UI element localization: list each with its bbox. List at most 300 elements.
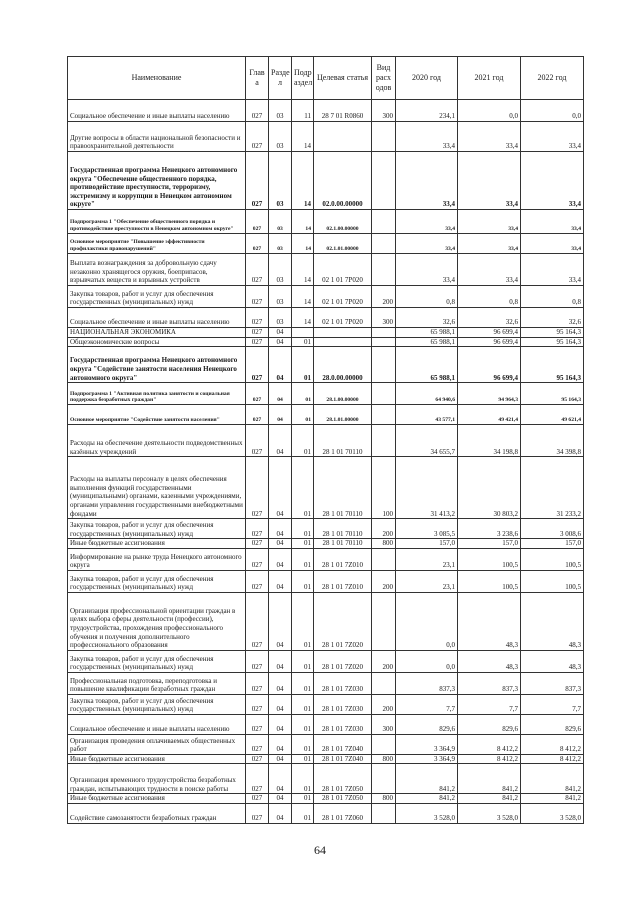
row-glava: 027 <box>246 570 269 592</box>
table-row <box>68 210 584 234</box>
row-2022: 33,4 <box>521 210 584 234</box>
table-row <box>68 570 584 592</box>
header-2020: 2020 год <box>396 57 458 100</box>
row-glava: 027 <box>246 383 269 405</box>
row-2021: 96 699,4 <box>458 347 521 383</box>
row-podrazdel: 14 <box>292 122 314 152</box>
row-2020: 7,7 <box>396 694 458 714</box>
table-row <box>68 519 584 539</box>
row-2021: 94 964,3 <box>458 383 521 405</box>
row-podrazdel: 01 <box>292 457 314 519</box>
header-podrazdel: Подр аздел <box>292 57 314 100</box>
row-statya: 28 1 01 70110 <box>314 539 372 549</box>
row-glava: 027 <box>246 672 269 694</box>
row-razdel: 03 <box>269 100 292 122</box>
row-glava: 027 <box>246 425 269 457</box>
row-name: НАЦИОНАЛЬНАЯ ЭКОНОМИКА <box>68 328 246 338</box>
row-vid <box>372 328 396 338</box>
row-glava: 027 <box>246 347 269 383</box>
table-row <box>68 286 584 308</box>
row-podrazdel: 14 <box>292 286 314 308</box>
row-name: Иные бюджетные ассигнования <box>68 754 246 764</box>
row-razdel: 03 <box>269 234 292 254</box>
row-2020: 65 988,1 <box>396 328 458 338</box>
row-vid: 300 <box>372 714 396 734</box>
row-razdel: 04 <box>269 337 292 347</box>
row-statya <box>314 328 372 338</box>
row-razdel: 04 <box>269 405 292 425</box>
row-glava: 027 <box>246 794 269 804</box>
table-row <box>68 383 584 405</box>
row-2020: 65 988,1 <box>396 337 458 347</box>
row-2020: 3 528,0 <box>396 803 458 823</box>
row-podrazdel: 14 <box>292 254 314 286</box>
row-2020: 23,1 <box>396 570 458 592</box>
row-glava: 027 <box>246 764 269 794</box>
row-razdel: 03 <box>269 286 292 308</box>
row-2022: 34 398,8 <box>521 425 584 457</box>
row-statya <box>314 337 372 347</box>
table-row <box>68 347 584 383</box>
row-2022: 837,3 <box>521 672 584 694</box>
row-name: Основное мероприятие "Повышение эффективности профилактики правонарушений" <box>68 234 246 254</box>
budget-table <box>67 56 584 824</box>
row-name: Основное мероприятие "Содействие занятости населения" <box>68 405 246 425</box>
header-razdel: Разде л <box>269 57 292 100</box>
table-row <box>68 592 584 650</box>
row-2022: 157,0 <box>521 539 584 549</box>
row-2020: 33,4 <box>396 210 458 234</box>
row-name: Подпрограмма 1 "Активная политика занятости и социальная поддержка безработных граждан" <box>68 383 246 405</box>
row-name: Государственная программа Ненецкого автономного округа "Обеспечение общественного порядка, противодействие преступности, терроризму, экстремизму и коррупции в Ненецком автономном округе" <box>68 152 246 210</box>
row-podrazdel: 01 <box>292 734 314 754</box>
row-razdel: 04 <box>269 754 292 764</box>
row-vid <box>372 210 396 234</box>
row-razdel: 04 <box>269 383 292 405</box>
row-vid <box>372 592 396 650</box>
row-2021: 33,4 <box>458 234 521 254</box>
page-number: 64 <box>314 843 326 857</box>
table-row <box>68 694 584 714</box>
row-podrazdel: 01 <box>292 803 314 823</box>
row-podrazdel: 14 <box>292 234 314 254</box>
row-2020: 841,2 <box>396 764 458 794</box>
row-2020: 837,3 <box>396 672 458 694</box>
table-body <box>68 100 584 824</box>
table-row <box>68 734 584 754</box>
header-2022: 2022 год <box>521 57 584 100</box>
row-vid <box>372 234 396 254</box>
row-2022: 33,4 <box>521 122 584 152</box>
row-2022: 49 621,4 <box>521 405 584 425</box>
table-row <box>68 548 584 570</box>
row-podrazdel: 01 <box>292 425 314 457</box>
row-2022: 3 008,6 <box>521 519 584 539</box>
row-statya: 28 1 01 7Z020 <box>314 650 372 672</box>
row-podrazdel: 01 <box>292 570 314 592</box>
row-2021: 48,3 <box>458 592 521 650</box>
row-vid: 200 <box>372 694 396 714</box>
row-razdel: 04 <box>269 734 292 754</box>
row-vid: 100 <box>372 457 396 519</box>
table-row <box>68 405 584 425</box>
row-podrazdel: 01 <box>292 672 314 694</box>
row-2020: 34 655,7 <box>396 425 458 457</box>
row-2020: 43 577,1 <box>396 405 458 425</box>
row-name: Содействие самозанятости безработных граждан <box>68 803 246 823</box>
row-name: Социальное обеспечение и иные выплаты населению <box>68 100 246 122</box>
table-row <box>68 794 584 804</box>
table-row <box>68 234 584 254</box>
table-row <box>68 337 584 347</box>
header-vid: Вид расх одов <box>372 57 396 100</box>
row-vid: 200 <box>372 519 396 539</box>
row-razdel: 04 <box>269 328 292 338</box>
row-vid: 200 <box>372 286 396 308</box>
row-podrazdel: 01 <box>292 650 314 672</box>
table-row <box>68 100 584 122</box>
row-2021: 3 528,0 <box>458 803 521 823</box>
row-2020: 31 413,2 <box>396 457 458 519</box>
row-podrazdel: 01 <box>292 794 314 804</box>
row-vid: 800 <box>372 794 396 804</box>
row-2022: 95 164,3 <box>521 328 584 338</box>
row-2021: 837,3 <box>458 672 521 694</box>
row-2021: 33,4 <box>458 122 521 152</box>
row-2021: 34 198,8 <box>458 425 521 457</box>
row-statya: 28 1 01 70110 <box>314 425 372 457</box>
row-2020: 3 085,5 <box>396 519 458 539</box>
row-podrazdel: 01 <box>292 592 314 650</box>
row-statya: 28 1 01 7Z020 <box>314 592 372 650</box>
row-2020: 157,0 <box>396 539 458 549</box>
row-name: Закупка товаров, работ и услуг для обеспечения государственных (муниципальных) нужд <box>68 519 246 539</box>
row-statya: 28 1 01 7Z030 <box>314 672 372 694</box>
row-glava: 027 <box>246 754 269 764</box>
row-glava: 027 <box>246 592 269 650</box>
row-2022: 33,4 <box>521 254 584 286</box>
row-2022: 8 412,2 <box>521 734 584 754</box>
row-2020: 33,4 <box>396 234 458 254</box>
row-2020: 65 988,1 <box>396 347 458 383</box>
row-statya: 28.1.00.00000 <box>314 383 372 405</box>
row-podrazdel: 01 <box>292 405 314 425</box>
row-statya: 28 1 01 7Z040 <box>314 734 372 754</box>
row-statya: 02.0.00.00000 <box>314 152 372 210</box>
row-2021: 100,5 <box>458 548 521 570</box>
row-podrazdel: 01 <box>292 548 314 570</box>
row-razdel: 04 <box>269 347 292 383</box>
row-2022: 829,6 <box>521 714 584 734</box>
row-2021: 3 238,6 <box>458 519 521 539</box>
row-razdel: 04 <box>269 803 292 823</box>
row-vid: 300 <box>372 308 396 328</box>
row-glava: 027 <box>246 122 269 152</box>
row-razdel: 04 <box>269 570 292 592</box>
row-2020: 33,4 <box>396 254 458 286</box>
row-2022: 95 164,3 <box>521 383 584 405</box>
row-vid <box>372 122 396 152</box>
row-podrazdel: 01 <box>292 539 314 549</box>
row-razdel: 04 <box>269 650 292 672</box>
row-glava: 027 <box>246 210 269 234</box>
row-vid <box>372 347 396 383</box>
row-vid <box>372 672 396 694</box>
row-vid <box>372 803 396 823</box>
row-2021: 33,4 <box>458 210 521 234</box>
row-name: Общеэкономические вопросы <box>68 337 246 347</box>
row-2022: 95 164,3 <box>521 347 584 383</box>
row-name: Закупка товаров, работ и услуг для обеспечения государственных (муниципальных) нужд <box>68 570 246 592</box>
row-statya: 28 1 01 7Z040 <box>314 754 372 764</box>
row-name: Иные бюджетные ассигнования <box>68 539 246 549</box>
row-2022: 100,5 <box>521 548 584 570</box>
row-statya: 28 1 01 70110 <box>314 519 372 539</box>
row-2022: 95 164,3 <box>521 337 584 347</box>
row-2020: 0,0 <box>396 592 458 650</box>
row-razdel: 04 <box>269 457 292 519</box>
row-glava: 027 <box>246 337 269 347</box>
row-vid <box>372 425 396 457</box>
row-2021: 8 412,2 <box>458 754 521 764</box>
row-2020: 3 364,9 <box>396 754 458 764</box>
header-statya: Целевая статья <box>314 57 372 100</box>
budget-table-container <box>67 56 583 824</box>
row-name: Профессиональная подготовка, переподготовка и повышение квалификации безработных граждан <box>68 672 246 694</box>
table-header-row <box>68 57 584 100</box>
row-razdel: 03 <box>269 122 292 152</box>
table-row <box>68 764 584 794</box>
row-statya: 28.0.00.00000 <box>314 347 372 383</box>
row-statya: 28.1.01.00000 <box>314 405 372 425</box>
row-2021: 100,5 <box>458 570 521 592</box>
row-statya: 28 1 01 7Z030 <box>314 714 372 734</box>
table-row <box>68 457 584 519</box>
row-name: Расходы на выплаты персоналу в целях обеспечения выполнения функций государственными (муниципальными) органами, казенными учреждениями, органами управления государственными внебюджетными фондами <box>68 457 246 519</box>
row-2020: 33,4 <box>396 152 458 210</box>
row-2021: 7,7 <box>458 694 521 714</box>
row-glava: 027 <box>246 308 269 328</box>
row-glava: 027 <box>246 152 269 210</box>
row-2022: 7,7 <box>521 694 584 714</box>
row-2021: 157,0 <box>458 539 521 549</box>
row-2020: 3 364,9 <box>396 734 458 754</box>
row-name: Организация профессиональной ориентации граждан в целях выбора сферы деятельности (профессии), трудоустройства, прохождения профессионального обучения и получения дополнительного профессионального образования <box>68 592 246 650</box>
row-2021: 49 421,4 <box>458 405 521 425</box>
row-razdel: 04 <box>269 714 292 734</box>
row-statya: 28 1 01 70110 <box>314 457 372 519</box>
row-glava: 027 <box>246 548 269 570</box>
header-name: Наименование <box>68 57 246 100</box>
row-2021: 0,8 <box>458 286 521 308</box>
header-2021: 2021 год <box>458 57 521 100</box>
row-2020: 234,1 <box>396 100 458 122</box>
row-statya: 02 1 01 7Р020 <box>314 308 372 328</box>
row-razdel: 04 <box>269 694 292 714</box>
row-podrazdel: 01 <box>292 714 314 734</box>
row-podrazdel: 01 <box>292 519 314 539</box>
row-podrazdel: 11 <box>292 100 314 122</box>
table-row <box>68 254 584 286</box>
row-vid: 300 <box>372 100 396 122</box>
row-name: Организация временного трудоустройства безработных граждан, испытывающих трудности в поиске работы <box>68 764 246 794</box>
row-vid <box>372 734 396 754</box>
table-row <box>68 650 584 672</box>
row-razdel: 04 <box>269 425 292 457</box>
row-2022: 8 412,2 <box>521 754 584 764</box>
row-razdel: 04 <box>269 519 292 539</box>
row-podrazdel: 14 <box>292 210 314 234</box>
row-2022: 0,0 <box>521 100 584 122</box>
row-2022: 32,6 <box>521 308 584 328</box>
row-glava: 027 <box>246 100 269 122</box>
row-2021: 841,2 <box>458 764 521 794</box>
row-vid <box>372 764 396 794</box>
row-2022: 48,3 <box>521 650 584 672</box>
row-glava: 027 <box>246 650 269 672</box>
row-razdel: 04 <box>269 592 292 650</box>
row-glava: 027 <box>246 734 269 754</box>
row-statya: 28 1 01 7Z030 <box>314 694 372 714</box>
row-vid: 800 <box>372 754 396 764</box>
row-2021: 33,4 <box>458 254 521 286</box>
row-vid <box>372 152 396 210</box>
row-2022: 841,2 <box>521 794 584 804</box>
row-name: Расходы на обеспечение деятельности подведомственных казённых учреждений <box>68 425 246 457</box>
row-vid <box>372 254 396 286</box>
table-row <box>68 803 584 823</box>
row-podrazdel <box>292 328 314 338</box>
row-2022: 841,2 <box>521 764 584 794</box>
table-row <box>68 714 584 734</box>
row-glava: 027 <box>246 714 269 734</box>
row-2021: 841,2 <box>458 794 521 804</box>
row-razdel: 03 <box>269 254 292 286</box>
row-2021: 96 699,4 <box>458 337 521 347</box>
row-statya: 02 1 01 7Р020 <box>314 286 372 308</box>
row-2020: 0,0 <box>396 650 458 672</box>
table-row <box>68 152 584 210</box>
table-row <box>68 754 584 764</box>
row-vid <box>372 548 396 570</box>
row-name: Подпрограмма 1 "Обеспечение общественного порядка и противодействие преступности в Ненецком автономном округе" <box>68 210 246 234</box>
row-glava: 027 <box>246 405 269 425</box>
row-2022: 100,5 <box>521 570 584 592</box>
row-2022: 33,4 <box>521 152 584 210</box>
row-statya: 28 7 01 R0860 <box>314 100 372 122</box>
row-glava: 027 <box>246 286 269 308</box>
row-podrazdel: 14 <box>292 152 314 210</box>
row-podrazdel: 01 <box>292 347 314 383</box>
row-podrazdel: 14 <box>292 308 314 328</box>
row-podrazdel: 01 <box>292 764 314 794</box>
row-2021: 0,0 <box>458 100 521 122</box>
row-2021: 33,4 <box>458 152 521 210</box>
row-name: Выплата вознаграждения за добровольную сдачу незаконно хранящегося оружия, боеприпасов, взрывчатых веществ и взрывных устройств <box>68 254 246 286</box>
row-statya: 28 1 01 7Z010 <box>314 548 372 570</box>
table-row <box>68 308 584 328</box>
row-name: Другие вопросы в области национальной безопасности и правоохранительной деятельности <box>68 122 246 152</box>
table-row <box>68 672 584 694</box>
table-row <box>68 328 584 338</box>
row-2022: 0,8 <box>521 286 584 308</box>
row-razdel: 04 <box>269 539 292 549</box>
row-2021: 48,3 <box>458 650 521 672</box>
row-glava: 027 <box>246 519 269 539</box>
row-glava: 027 <box>246 328 269 338</box>
row-2020: 829,6 <box>396 714 458 734</box>
row-glava: 027 <box>246 457 269 519</box>
row-vid: 200 <box>372 570 396 592</box>
row-name: Закупка товаров, работ и услуг для обеспечения государственных (муниципальных) нужд <box>68 650 246 672</box>
row-2021: 829,6 <box>458 714 521 734</box>
row-name: Социальное обеспечение и иные выплаты населению <box>68 308 246 328</box>
table-row <box>68 122 584 152</box>
row-statya <box>314 122 372 152</box>
row-2022: 3 528,0 <box>521 803 584 823</box>
row-2022: 31 233,2 <box>521 457 584 519</box>
row-statya: 28 1 01 7Z050 <box>314 794 372 804</box>
row-2021: 96 699,4 <box>458 328 521 338</box>
row-2021: 32,6 <box>458 308 521 328</box>
row-razdel: 03 <box>269 308 292 328</box>
table-row <box>68 425 584 457</box>
row-razdel: 03 <box>269 152 292 210</box>
row-2020: 841,2 <box>396 794 458 804</box>
row-razdel: 03 <box>269 210 292 234</box>
header-glava: Глав а <box>246 57 269 100</box>
row-2020: 23,1 <box>396 548 458 570</box>
row-podrazdel: 01 <box>292 754 314 764</box>
row-2021: 8 412,2 <box>458 734 521 754</box>
row-2021: 30 803,2 <box>458 457 521 519</box>
row-2020: 33,4 <box>396 122 458 152</box>
row-glava: 027 <box>246 254 269 286</box>
row-vid <box>372 405 396 425</box>
row-statya: 28 1 01 7Z050 <box>314 764 372 794</box>
row-statya: 02.1.01.00000 <box>314 234 372 254</box>
row-razdel: 04 <box>269 672 292 694</box>
row-vid: 200 <box>372 650 396 672</box>
row-podrazdel: 01 <box>292 337 314 347</box>
row-2022: 33,4 <box>521 234 584 254</box>
row-glava: 027 <box>246 803 269 823</box>
row-glava: 027 <box>246 234 269 254</box>
row-vid <box>372 337 396 347</box>
row-razdel: 04 <box>269 794 292 804</box>
row-razdel: 04 <box>269 548 292 570</box>
row-statya: 02 1 01 7Р020 <box>314 254 372 286</box>
row-name: Социальное обеспечение и иные выплаты населению <box>68 714 246 734</box>
table-row <box>68 539 584 549</box>
row-glava: 027 <box>246 694 269 714</box>
row-podrazdel: 01 <box>292 383 314 405</box>
row-name: Информирование на рынке труда Ненецкого автономного округа <box>68 548 246 570</box>
row-2020: 64 940,6 <box>396 383 458 405</box>
row-glava: 027 <box>246 539 269 549</box>
row-name: Организация проведения оплачиваемых общественных работ <box>68 734 246 754</box>
row-name: Закупка товаров, работ и услуг для обеспечения государственных (муниципальных) нужд <box>68 694 246 714</box>
row-statya: 28 1 01 7Z010 <box>314 570 372 592</box>
row-vid <box>372 383 396 405</box>
row-statya: 28 1 01 7Z060 <box>314 803 372 823</box>
row-name: Государственная программа Ненецкого автономного округа "Содействие занятости населения Ненецкого автономного округа" <box>68 347 246 383</box>
row-2022: 48,3 <box>521 592 584 650</box>
row-name: Закупка товаров, работ и услуг для обеспечения государственных (муниципальных) нужд <box>68 286 246 308</box>
row-podrazdel: 01 <box>292 694 314 714</box>
row-statya: 02.1.00.00000 <box>314 210 372 234</box>
row-razdel: 04 <box>269 764 292 794</box>
